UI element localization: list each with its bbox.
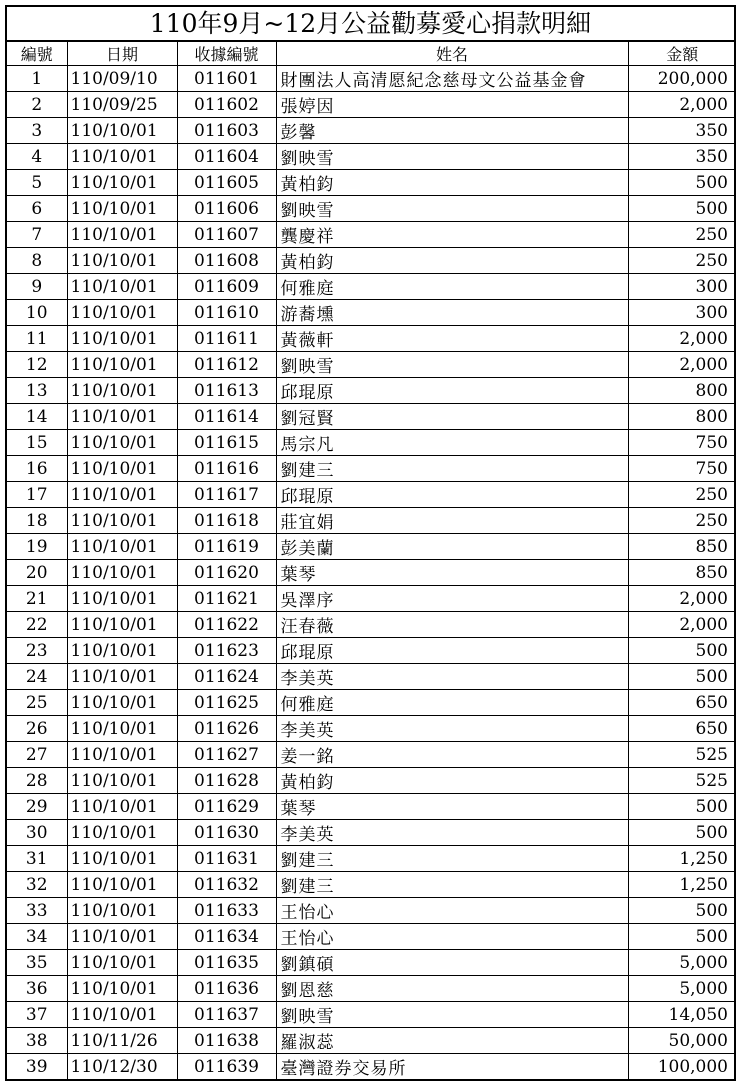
cell-date: 110/10/01 — [67, 586, 177, 612]
cell-receipt: 011628 — [177, 768, 276, 794]
cell-name: 王怡心 — [276, 898, 628, 924]
cell-no: 22 — [7, 612, 67, 638]
cell-no: 15 — [7, 430, 67, 456]
cell-receipt: 011621 — [177, 586, 276, 612]
cell-date: 110/10/01 — [67, 898, 177, 924]
cell-amount: 300 — [628, 274, 736, 300]
table-row — [7, 664, 736, 690]
cell-date: 110/10/01 — [67, 456, 177, 482]
table-row — [7, 66, 736, 92]
cell-no: 38 — [7, 1028, 67, 1054]
cell-name: 吳澤序 — [276, 586, 628, 612]
cell-name: 葉琴 — [276, 560, 628, 586]
cell-no: 16 — [7, 456, 67, 482]
cell-date: 110/10/01 — [67, 950, 177, 976]
cell-amount: 500 — [628, 664, 736, 690]
cell-no: 1 — [7, 66, 67, 92]
cell-amount: 500 — [628, 924, 736, 950]
cell-receipt: 011623 — [177, 638, 276, 664]
cell-no: 28 — [7, 768, 67, 794]
cell-name: 劉建三 — [276, 846, 628, 872]
table-row — [7, 144, 736, 170]
cell-no: 14 — [7, 404, 67, 430]
table-row — [7, 196, 736, 222]
cell-name: 劉映雪 — [276, 1002, 628, 1028]
cell-name: 黃薇軒 — [276, 326, 628, 352]
table-header — [7, 42, 736, 66]
donation-sheet — [5, 5, 736, 1081]
cell-name: 何雅庭 — [276, 274, 628, 300]
table-row — [7, 534, 736, 560]
cell-date: 110/09/25 — [67, 92, 177, 118]
cell-receipt: 011625 — [177, 690, 276, 716]
cell-receipt: 011626 — [177, 716, 276, 742]
table-row — [7, 1028, 736, 1054]
cell-receipt: 011604 — [177, 144, 276, 170]
cell-date: 110/10/01 — [67, 274, 177, 300]
cell-receipt: 011630 — [177, 820, 276, 846]
cell-no: 19 — [7, 534, 67, 560]
cell-receipt: 011608 — [177, 248, 276, 274]
table-row — [7, 846, 736, 872]
cell-amount: 1,250 — [628, 872, 736, 898]
cell-amount: 800 — [628, 378, 736, 404]
table-row — [7, 118, 736, 144]
cell-no: 36 — [7, 976, 67, 1002]
cell-no: 20 — [7, 560, 67, 586]
cell-name: 劉映雪 — [276, 352, 628, 378]
cell-name: 何雅庭 — [276, 690, 628, 716]
table-row — [7, 222, 736, 248]
cell-amount: 300 — [628, 300, 736, 326]
cell-date: 110/10/01 — [67, 690, 177, 716]
cell-amount: 250 — [628, 482, 736, 508]
cell-amount: 5,000 — [628, 976, 736, 1002]
table-body — [7, 66, 736, 1080]
cell-name: 李美英 — [276, 716, 628, 742]
cell-name: 邱琨原 — [276, 482, 628, 508]
cell-no: 6 — [7, 196, 67, 222]
cell-date: 110/10/01 — [67, 248, 177, 274]
cell-no: 24 — [7, 664, 67, 690]
cell-receipt: 011634 — [177, 924, 276, 950]
cell-receipt: 011612 — [177, 352, 276, 378]
cell-amount: 500 — [628, 794, 736, 820]
cell-no: 3 — [7, 118, 67, 144]
cell-receipt: 011618 — [177, 508, 276, 534]
cell-name: 姜一銘 — [276, 742, 628, 768]
cell-date: 110/10/01 — [67, 508, 177, 534]
table-row — [7, 898, 736, 924]
cell-amount: 525 — [628, 768, 736, 794]
cell-date: 110/12/30 — [67, 1054, 177, 1080]
table-row — [7, 456, 736, 482]
cell-receipt: 011619 — [177, 534, 276, 560]
cell-no: 25 — [7, 690, 67, 716]
cell-date: 110/10/01 — [67, 404, 177, 430]
cell-name: 張婷因 — [276, 92, 628, 118]
cell-date: 110/10/01 — [67, 924, 177, 950]
cell-date: 110/10/01 — [67, 430, 177, 456]
cell-date: 110/10/01 — [67, 638, 177, 664]
cell-name: 王怡心 — [276, 924, 628, 950]
cell-date: 110/10/01 — [67, 482, 177, 508]
table-row — [7, 378, 736, 404]
sheet-title: 110年9月~12月公益勸募愛心捐款明細 — [7, 7, 734, 42]
cell-amount: 500 — [628, 898, 736, 924]
header-no: 編號 — [7, 42, 67, 66]
cell-no: 2 — [7, 92, 67, 118]
cell-date: 110/10/01 — [67, 846, 177, 872]
cell-receipt: 011601 — [177, 66, 276, 92]
cell-receipt: 011611 — [177, 326, 276, 352]
cell-no: 27 — [7, 742, 67, 768]
cell-name: 李美英 — [276, 664, 628, 690]
cell-receipt: 011622 — [177, 612, 276, 638]
table-row — [7, 794, 736, 820]
cell-date: 110/10/01 — [67, 196, 177, 222]
cell-no: 5 — [7, 170, 67, 196]
cell-name: 劉映雪 — [276, 196, 628, 222]
cell-no: 32 — [7, 872, 67, 898]
cell-date: 110/10/01 — [67, 794, 177, 820]
cell-amount: 500 — [628, 170, 736, 196]
cell-no: 29 — [7, 794, 67, 820]
cell-receipt: 011633 — [177, 898, 276, 924]
cell-receipt: 011627 — [177, 742, 276, 768]
cell-receipt: 011617 — [177, 482, 276, 508]
cell-amount: 525 — [628, 742, 736, 768]
cell-name: 劉建三 — [276, 872, 628, 898]
table-row — [7, 430, 736, 456]
cell-no: 23 — [7, 638, 67, 664]
table-row — [7, 768, 736, 794]
table-row — [7, 1054, 736, 1080]
cell-receipt: 011609 — [177, 274, 276, 300]
cell-receipt: 011607 — [177, 222, 276, 248]
cell-amount: 500 — [628, 638, 736, 664]
cell-amount: 250 — [628, 222, 736, 248]
cell-amount: 2,000 — [628, 612, 736, 638]
cell-receipt: 011606 — [177, 196, 276, 222]
table-row — [7, 248, 736, 274]
cell-date: 110/10/01 — [67, 118, 177, 144]
cell-name: 汪春薇 — [276, 612, 628, 638]
cell-name: 劉建三 — [276, 456, 628, 482]
cell-date: 110/10/01 — [67, 170, 177, 196]
cell-no: 33 — [7, 898, 67, 924]
cell-date: 110/10/01 — [67, 1002, 177, 1028]
cell-date: 110/10/01 — [67, 222, 177, 248]
cell-no: 21 — [7, 586, 67, 612]
cell-no: 37 — [7, 1002, 67, 1028]
table-row — [7, 690, 736, 716]
cell-amount: 250 — [628, 248, 736, 274]
cell-receipt: 011629 — [177, 794, 276, 820]
cell-amount: 50,000 — [628, 1028, 736, 1054]
cell-receipt: 011603 — [177, 118, 276, 144]
cell-name: 羅淑蕊 — [276, 1028, 628, 1054]
cell-receipt: 011637 — [177, 1002, 276, 1028]
cell-name: 邱琨原 — [276, 378, 628, 404]
cell-amount: 350 — [628, 144, 736, 170]
cell-amount: 14,050 — [628, 1002, 736, 1028]
cell-date: 110/10/01 — [67, 872, 177, 898]
cell-no: 12 — [7, 352, 67, 378]
cell-amount: 200,000 — [628, 66, 736, 92]
table-row — [7, 352, 736, 378]
cell-no: 7 — [7, 222, 67, 248]
cell-date: 110/10/01 — [67, 976, 177, 1002]
cell-date: 110/10/01 — [67, 300, 177, 326]
cell-name: 游蕎壎 — [276, 300, 628, 326]
table-row — [7, 508, 736, 534]
cell-receipt: 011636 — [177, 976, 276, 1002]
table-row — [7, 482, 736, 508]
cell-name: 劉映雪 — [276, 144, 628, 170]
table-row — [7, 820, 736, 846]
cell-date: 110/10/01 — [67, 378, 177, 404]
cell-amount: 800 — [628, 404, 736, 430]
cell-name: 黃柏鈞 — [276, 768, 628, 794]
cell-no: 31 — [7, 846, 67, 872]
cell-name: 財團法人高清愿紀念慈母文公益基金會 — [276, 66, 628, 92]
cell-date: 110/10/01 — [67, 560, 177, 586]
cell-amount: 2,000 — [628, 586, 736, 612]
cell-amount: 2,000 — [628, 352, 736, 378]
cell-name: 劉鎮碩 — [276, 950, 628, 976]
cell-no: 9 — [7, 274, 67, 300]
table-row — [7, 404, 736, 430]
cell-name: 彭馨 — [276, 118, 628, 144]
cell-name: 黃柏鈞 — [276, 248, 628, 274]
table-row — [7, 924, 736, 950]
cell-amount: 5,000 — [628, 950, 736, 976]
table-row — [7, 716, 736, 742]
cell-receipt: 011620 — [177, 560, 276, 586]
cell-amount: 500 — [628, 196, 736, 222]
cell-no: 18 — [7, 508, 67, 534]
cell-name: 劉冠賢 — [276, 404, 628, 430]
table-row — [7, 872, 736, 898]
cell-receipt: 011610 — [177, 300, 276, 326]
cell-date: 110/10/01 — [67, 612, 177, 638]
cell-name: 臺灣證券交易所 — [276, 1054, 628, 1080]
cell-amount: 750 — [628, 456, 736, 482]
cell-amount: 250 — [628, 508, 736, 534]
cell-no: 30 — [7, 820, 67, 846]
cell-amount: 500 — [628, 820, 736, 846]
cell-amount: 850 — [628, 560, 736, 586]
cell-name: 邱琨原 — [276, 638, 628, 664]
donation-table — [7, 42, 736, 1079]
cell-no: 13 — [7, 378, 67, 404]
cell-no: 10 — [7, 300, 67, 326]
cell-name: 李美英 — [276, 820, 628, 846]
cell-receipt: 011614 — [177, 404, 276, 430]
cell-amount: 2,000 — [628, 92, 736, 118]
cell-no: 4 — [7, 144, 67, 170]
cell-no: 26 — [7, 716, 67, 742]
cell-no: 35 — [7, 950, 67, 976]
cell-receipt: 011605 — [177, 170, 276, 196]
cell-no: 39 — [7, 1054, 67, 1080]
cell-amount: 650 — [628, 690, 736, 716]
header-name: 姓名 — [276, 42, 628, 66]
cell-date: 110/10/01 — [67, 716, 177, 742]
cell-receipt: 011613 — [177, 378, 276, 404]
header-receipt: 收據編號 — [177, 42, 276, 66]
cell-date: 110/10/01 — [67, 664, 177, 690]
cell-no: 11 — [7, 326, 67, 352]
header-date: 日期 — [67, 42, 177, 66]
cell-name: 彭美蘭 — [276, 534, 628, 560]
cell-no: 34 — [7, 924, 67, 950]
table-row — [7, 586, 736, 612]
cell-amount: 1,250 — [628, 846, 736, 872]
cell-amount: 100,000 — [628, 1054, 736, 1080]
table-row — [7, 950, 736, 976]
cell-receipt: 011602 — [177, 92, 276, 118]
table-row — [7, 976, 736, 1002]
cell-receipt: 011616 — [177, 456, 276, 482]
cell-amount: 650 — [628, 716, 736, 742]
cell-date: 110/09/10 — [67, 66, 177, 92]
table-row — [7, 742, 736, 768]
cell-amount: 850 — [628, 534, 736, 560]
table-row — [7, 274, 736, 300]
cell-name: 莊宜娟 — [276, 508, 628, 534]
cell-date: 110/10/01 — [67, 326, 177, 352]
header-amount: 金額 — [628, 42, 736, 66]
cell-receipt: 011638 — [177, 1028, 276, 1054]
header-row — [7, 42, 736, 66]
cell-receipt: 011635 — [177, 950, 276, 976]
cell-amount: 750 — [628, 430, 736, 456]
cell-receipt: 011615 — [177, 430, 276, 456]
cell-name: 葉琴 — [276, 794, 628, 820]
cell-name: 劉恩慈 — [276, 976, 628, 1002]
cell-date: 110/10/01 — [67, 144, 177, 170]
table-row — [7, 326, 736, 352]
cell-date: 110/10/01 — [67, 352, 177, 378]
cell-receipt: 011624 — [177, 664, 276, 690]
cell-no: 17 — [7, 482, 67, 508]
table-row — [7, 638, 736, 664]
cell-receipt: 011639 — [177, 1054, 276, 1080]
cell-no: 8 — [7, 248, 67, 274]
table-row — [7, 92, 736, 118]
table-row — [7, 612, 736, 638]
cell-amount: 350 — [628, 118, 736, 144]
cell-date: 110/11/26 — [67, 1028, 177, 1054]
cell-name: 黃柏鈞 — [276, 170, 628, 196]
cell-date: 110/10/01 — [67, 742, 177, 768]
cell-name: 龔慶祥 — [276, 222, 628, 248]
table-row — [7, 170, 736, 196]
cell-date: 110/10/01 — [67, 534, 177, 560]
cell-receipt: 011631 — [177, 846, 276, 872]
cell-receipt: 011632 — [177, 872, 276, 898]
table-row — [7, 300, 736, 326]
cell-name: 馬宗凡 — [276, 430, 628, 456]
cell-amount: 2,000 — [628, 326, 736, 352]
table-row — [7, 560, 736, 586]
cell-date: 110/10/01 — [67, 768, 177, 794]
cell-date: 110/10/01 — [67, 820, 177, 846]
table-row — [7, 1002, 736, 1028]
